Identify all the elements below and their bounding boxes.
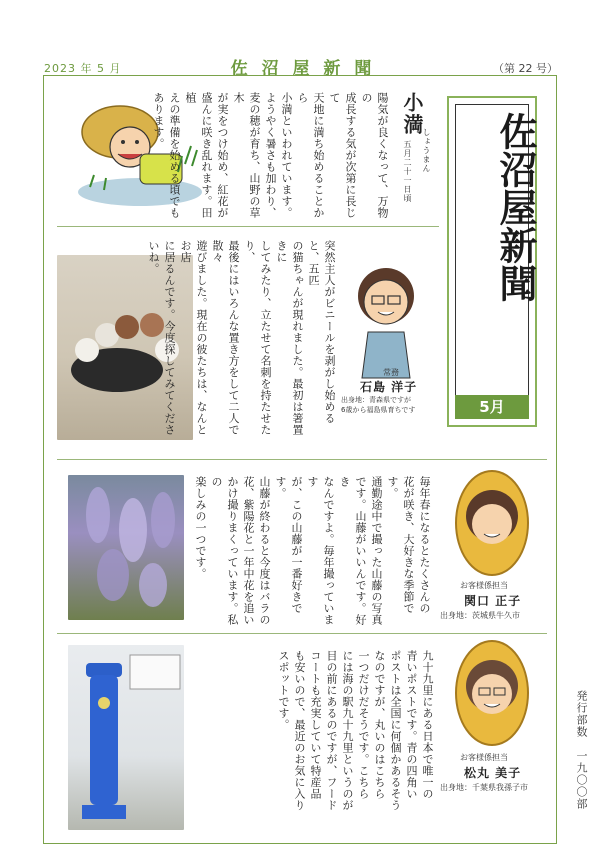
- section-divider: [57, 459, 547, 460]
- sekiguchi-body: 毎年春になるとたくさんの 花が咲き、大好きな季節です。 通勤途中で撮った山藤の写真 です。山藤がいいんです。好き なんですよ。毎年撮っています が、この山藤が一番好きです。 山藤が終わると今度はバラの 花、紫陽花と一年中花を追い かけ撮りまくっています。私の 楽しみの一つです。: [194, 476, 431, 626]
- sekiguchi-origin: 出身地：茨城県牛久市: [440, 611, 520, 620]
- shoman-body: 陽気が良くなって、万物の 成長する気が次第に長じて 天地に満ち始めることから 小満といわれています。 ようやく暑さも加わり、 麦の穂が育ち、山野の草木 が実をつけ始め、紅花が 盛んに咲き乱れます。田植 えの準備を始める頃でも あります。: [152, 92, 389, 219]
- month-badge: 5月: [455, 395, 529, 419]
- sekiguchi-name: 関口 正子: [464, 594, 522, 608]
- section-divider: [57, 633, 547, 634]
- section-divider: [57, 226, 439, 227]
- ishijima-name: 石島 洋子: [360, 380, 418, 394]
- wisteria-photo: [68, 475, 184, 620]
- masthead-box: [447, 96, 537, 427]
- matsumaru-body: 九十九里にある日本で唯一の 青いポストです。青の四角い ポストは全国に何個かあるそう なのですが、丸いのはこちら 一つだけだそうです。こちら には海の駅九十九里というのが 目の前にあるのですが、フード コートも充実していて特産品 も安いので、最近のお気に入り スポットです。: [277, 650, 434, 811]
- shoman-date: 五月二十一日頃: [403, 140, 412, 203]
- sekiguchi-portrait: [455, 470, 529, 576]
- issue-date: 2023 年 5 月: [44, 62, 122, 75]
- masthead-title: 佐沼屋新聞: [493, 112, 537, 302]
- shoman-reading: しょうまん: [422, 128, 431, 173]
- ishijima-illustration: [350, 260, 422, 380]
- ishijima-body: 突然主人がビニールを剥がし始めると、五匹 の猫ちゃんが現れました。最初は箸置きに してみたり、立たせて名刺を持たせたり、 最後にはいろんな置き方をして二人で散々 遊びました。現在の彼たちは、なんとお店 に居るんです。今度探してみてくださいね。: [147, 240, 336, 436]
- circulation: 発行部数 一九〇〇部: [575, 690, 588, 810]
- shoman-heading: 小満: [400, 92, 424, 136]
- ishijima-origin: 出身地：青森県ですが 6歳から福島県育ちです: [341, 396, 416, 414]
- matsumaru-origin: 出身地：千葉県我孫子市: [440, 783, 528, 792]
- blue-postbox-photo: [68, 645, 184, 830]
- newsletter-header-title: 佐 沼 屋 新 聞: [230, 59, 376, 79]
- ishijima-role: 常務: [383, 368, 399, 377]
- sekiguchi-role: お客様係担当: [460, 581, 508, 590]
- issue-number: （第 22 号）: [493, 62, 558, 75]
- matsumaru-name: 松丸 美子: [464, 766, 522, 780]
- rice-planting-illustration: [70, 92, 210, 217]
- matsumaru-portrait: [455, 640, 529, 746]
- matsumaru-role: お客様係担当: [460, 753, 508, 762]
